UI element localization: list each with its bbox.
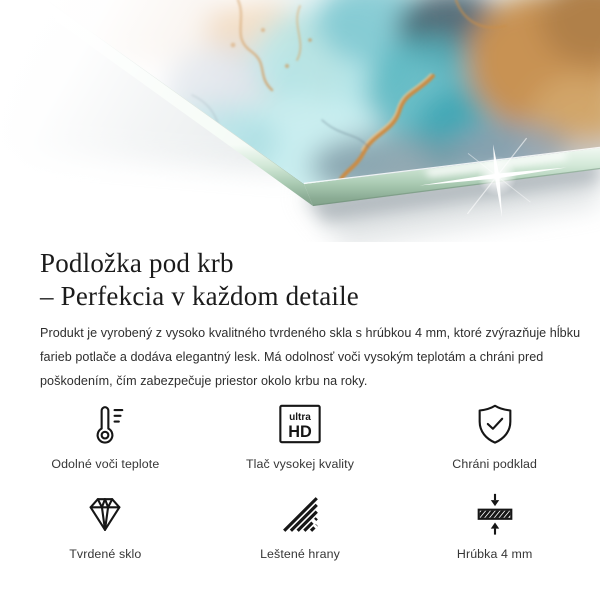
page-title-line2: – Perfekcia v každom detaile (40, 281, 359, 312)
product-description: Produkt je vyrobený z vysoko kvalitného tvrdeného skla s hrúbkou 4 mm, ktoré zvýrazňuje hĺbku farieb potlače a dodáva elegantný lesk. Má odolnosť voči vysokým teplotám a chráni pred poškodením, čím zabezpečuje priestor okolo krbu na roky. (40, 325, 581, 388)
shield-check-icon (472, 401, 518, 447)
feature-thickness (397, 491, 592, 561)
glass-panel-illustration (0, 0, 600, 242)
feature-label: Tlač vysokej kvality (245, 457, 355, 471)
feature-protects-floor (397, 401, 592, 471)
feature-label: Odolné voči teplote (51, 457, 160, 471)
diamond-icon (82, 491, 128, 537)
page-title-line1: Podložka pod krb (40, 248, 234, 279)
thermometer-icon (82, 401, 128, 447)
feature-label: Tvrdené sklo (69, 547, 142, 561)
white-fade-overlay (0, 0, 600, 242)
feature-polished-edges (203, 491, 398, 561)
feature-label: Chráni podklad (452, 457, 538, 471)
feature-label: Leštené hrany (260, 547, 340, 561)
ultra-hd-badge-bottom: HD (288, 422, 312, 441)
feature-tempered-glass (8, 491, 203, 561)
polished-edges-icon (277, 491, 323, 537)
page-title (40, 247, 580, 313)
features-grid (8, 401, 592, 561)
feature-print-quality (203, 401, 398, 471)
ultra-hd-icon (277, 401, 323, 447)
ultra-hd-badge-top: ultra (289, 412, 311, 424)
feature-heat-resistant (8, 401, 203, 471)
product-image (0, 0, 600, 242)
thickness-icon (472, 491, 518, 537)
feature-label: Hrúbka 4 mm (456, 547, 533, 561)
